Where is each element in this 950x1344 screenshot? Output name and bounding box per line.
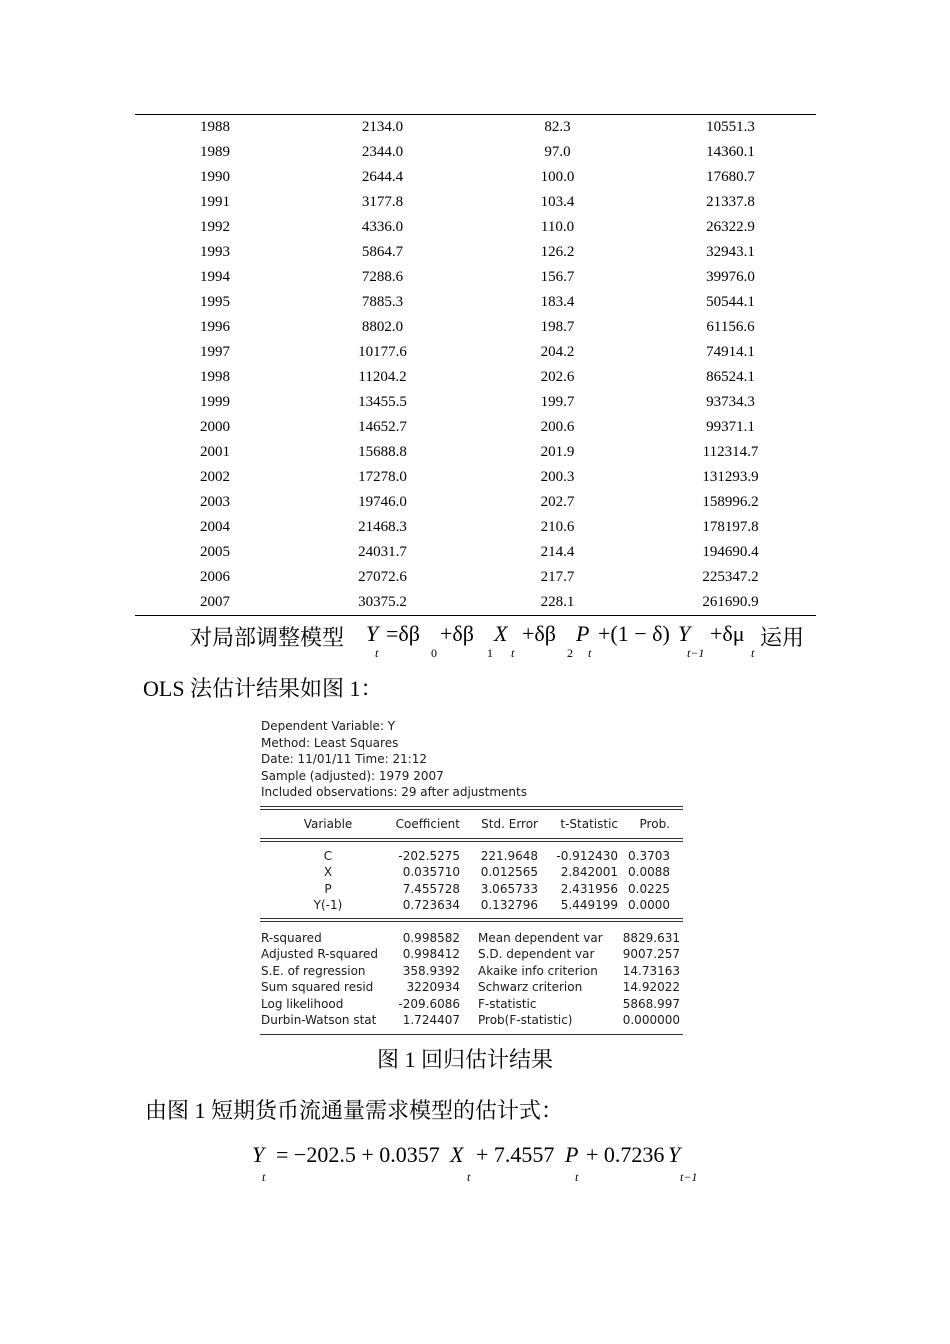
col3-cell: 201.9 bbox=[540, 444, 575, 460]
table-row bbox=[135, 490, 816, 515]
stat-label: S.E. of regression bbox=[261, 963, 366, 978]
formula-p: P bbox=[576, 621, 590, 646]
col3-cell: 228.1 bbox=[540, 594, 575, 610]
col4-cell: 39976.0 bbox=[706, 269, 755, 285]
statistic-row bbox=[258, 946, 684, 962]
col3-cell: 156.7 bbox=[540, 269, 575, 285]
year-cell: 1991 bbox=[200, 194, 230, 210]
year-cell: 1994 bbox=[200, 269, 230, 285]
year-cell: 2005 bbox=[200, 544, 230, 560]
stat-value: -209.6086 bbox=[398, 996, 460, 1011]
statistic-row bbox=[258, 1012, 684, 1028]
stat-label: Schwarz criterion bbox=[478, 980, 583, 995]
col2-cell: 30375.2 bbox=[358, 594, 407, 610]
header-line: Method: Least Squares bbox=[261, 735, 399, 750]
stat-label: Log likelihood bbox=[261, 996, 344, 1011]
model-formula-line bbox=[190, 616, 830, 666]
formula-plus2: +δβ bbox=[522, 621, 556, 646]
divider bbox=[260, 918, 683, 919]
coefficient-row bbox=[258, 864, 684, 880]
stat-label: Prob(F-statistic) bbox=[478, 1013, 573, 1027]
eq-body3: + 0.7236 bbox=[586, 1142, 665, 1167]
regression-header bbox=[258, 718, 684, 801]
col3-cell: 214.4 bbox=[540, 544, 575, 560]
year-cell: 1999 bbox=[200, 394, 230, 410]
stat-value: 358.9392 bbox=[402, 963, 460, 978]
col4-cell: 17680.7 bbox=[706, 169, 755, 185]
col3-cell: 103.4 bbox=[540, 194, 575, 210]
stat-label: Sum squared resid bbox=[261, 980, 374, 995]
data-table bbox=[135, 114, 816, 616]
header-line: Date: 11/01/11 Time: 21:12 bbox=[261, 752, 428, 766]
year-cell: 2006 bbox=[200, 569, 230, 585]
col3-cell: 110.0 bbox=[540, 219, 575, 235]
stat-label: R-squared bbox=[261, 931, 322, 945]
year-cell: 1995 bbox=[200, 294, 230, 310]
eq-sub-t: t bbox=[575, 1170, 579, 1184]
year-cell: 2000 bbox=[200, 419, 230, 435]
col2-cell: 7288.6 bbox=[361, 269, 404, 285]
divider bbox=[260, 841, 683, 842]
t-statistic-value: 2.431956 bbox=[560, 881, 618, 896]
stat-value: 3220934 bbox=[406, 980, 460, 995]
col2-cell: 2344.0 bbox=[361, 144, 404, 160]
stat-label: Akaike info criterion bbox=[478, 963, 598, 978]
col2-cell: 17278.0 bbox=[358, 469, 407, 485]
table-row bbox=[135, 365, 816, 390]
col3-cell: 200.3 bbox=[540, 469, 575, 485]
header-line: Included observations: 29 after adjustments bbox=[261, 785, 527, 799]
table-row bbox=[135, 540, 816, 565]
eq-y: Y bbox=[252, 1142, 265, 1167]
t-statistic-value: 2.842001 bbox=[560, 865, 618, 880]
year-cell: 2003 bbox=[200, 494, 230, 510]
estimated-equation bbox=[250, 1140, 710, 1190]
stat-label: Durbin-Watson stat bbox=[261, 1013, 377, 1027]
col3-cell: 200.6 bbox=[540, 419, 575, 435]
col3-cell: 97.0 bbox=[544, 144, 571, 160]
sub-t: t bbox=[375, 646, 379, 660]
col4-cell: 225347.2 bbox=[702, 569, 759, 585]
table-row bbox=[135, 165, 816, 190]
std-error-value: 0.012565 bbox=[480, 865, 538, 880]
sub-t: t bbox=[588, 646, 592, 660]
col3-cell: 82.3 bbox=[544, 119, 571, 135]
coefficient-value: 0.723634 bbox=[402, 897, 460, 912]
sub-t-minus-1: t−1 bbox=[687, 646, 705, 660]
col3-cell: 126.2 bbox=[540, 244, 575, 260]
stat-value: 14.92022 bbox=[622, 980, 680, 995]
column-header-row bbox=[258, 816, 684, 832]
col2-cell: 2644.4 bbox=[361, 169, 404, 185]
statistic-row bbox=[258, 996, 684, 1012]
sub-0: 0 bbox=[431, 646, 437, 660]
col2-cell: 5864.7 bbox=[361, 244, 404, 260]
col3-cell: 100.0 bbox=[540, 169, 575, 185]
col4-cell: 14360.1 bbox=[706, 144, 755, 160]
col4-cell: 50544.1 bbox=[706, 294, 755, 310]
year-cell: 1992 bbox=[200, 219, 230, 235]
std-error-value: 0.132796 bbox=[480, 897, 538, 912]
statistic-row bbox=[258, 930, 684, 946]
eq-y2: Y bbox=[668, 1142, 681, 1167]
year-cell: 2004 bbox=[200, 519, 230, 535]
stat-label: S.D. dependent var bbox=[478, 947, 595, 962]
coefficient-value: -202.5275 bbox=[398, 849, 460, 863]
table-row bbox=[135, 390, 816, 415]
year-cell: 1993 bbox=[200, 244, 230, 260]
divider bbox=[260, 838, 683, 839]
formula-plus1: +δβ bbox=[440, 621, 474, 646]
col4-cell: 21337.8 bbox=[706, 194, 755, 210]
stat-label: Adjusted R-squared bbox=[261, 947, 379, 962]
col3-cell: 198.7 bbox=[540, 319, 575, 335]
table-row bbox=[135, 415, 816, 440]
col2-cell: 13455.5 bbox=[358, 394, 407, 410]
header-line: Sample (adjusted): 1979 2007 bbox=[261, 768, 444, 783]
stat-value: 8829.631 bbox=[622, 931, 680, 945]
stat-label: F-statistic bbox=[478, 996, 537, 1011]
std-error-value: 3.065733 bbox=[480, 881, 538, 896]
col3-cell: 183.4 bbox=[540, 294, 575, 310]
col2-cell: 21468.3 bbox=[358, 519, 407, 535]
table-row bbox=[135, 290, 816, 315]
t-statistic-value: 5.449199 bbox=[560, 897, 618, 912]
col2-cell: 3177.8 bbox=[361, 194, 404, 210]
col4-cell: 26322.9 bbox=[706, 219, 755, 235]
col4-cell: 99371.1 bbox=[706, 419, 755, 435]
col3-cell: 210.6 bbox=[540, 519, 575, 535]
year-cell: 2007 bbox=[200, 594, 230, 610]
col3-cell: 217.7 bbox=[540, 569, 575, 585]
table-row bbox=[135, 465, 816, 490]
col4-cell: 74914.1 bbox=[706, 344, 755, 360]
col2-cell: 11204.2 bbox=[358, 369, 407, 385]
variable-name: C bbox=[323, 849, 333, 863]
variable-name: P bbox=[324, 881, 332, 896]
formula-y: Y bbox=[366, 621, 379, 646]
col2-cell: 4336.0 bbox=[361, 219, 404, 235]
divider bbox=[260, 809, 683, 810]
stat-value: 0.998412 bbox=[402, 947, 460, 962]
table-row bbox=[135, 340, 816, 365]
table-row bbox=[135, 190, 816, 215]
stat-label: Mean dependent var bbox=[478, 931, 603, 945]
table-row bbox=[135, 515, 816, 540]
ols-line: OLS 法估计结果如图 1： bbox=[143, 676, 383, 701]
statistic-row bbox=[258, 979, 684, 995]
year-cell: 1996 bbox=[200, 319, 230, 335]
year-cell: 1990 bbox=[200, 169, 230, 185]
table-row bbox=[135, 115, 816, 140]
table-row bbox=[135, 265, 816, 290]
col-coefficient: Coefficient bbox=[395, 817, 460, 831]
stat-value: 14.73163 bbox=[622, 963, 680, 978]
formula-x: X bbox=[494, 621, 508, 646]
col2-cell: 7885.3 bbox=[361, 294, 404, 310]
col4-cell: 61156.6 bbox=[706, 319, 755, 335]
table-row bbox=[135, 215, 816, 240]
stat-value: 0.000000 bbox=[622, 1013, 680, 1027]
col4-cell: 194690.4 bbox=[702, 544, 759, 560]
col4-cell: 32943.1 bbox=[706, 244, 755, 260]
stat-value: 0.998582 bbox=[402, 931, 460, 945]
eq-sub-t-minus-1: t−1 bbox=[680, 1170, 698, 1184]
col2-cell: 19746.0 bbox=[358, 494, 407, 510]
stat-value: 9007.257 bbox=[622, 947, 680, 962]
eq-sub-t: t bbox=[467, 1170, 471, 1184]
col-std-error: Std. Error bbox=[481, 817, 538, 831]
eq-body1: = −202.5 + 0.0357 bbox=[276, 1142, 440, 1167]
table-row bbox=[135, 565, 816, 590]
col4-cell: 178197.8 bbox=[702, 519, 759, 535]
col4-cell: 158996.2 bbox=[702, 494, 759, 510]
col3-cell: 202.6 bbox=[540, 369, 575, 385]
formula-plus3: +δμ bbox=[710, 621, 745, 646]
sub-1: 1 bbox=[487, 646, 493, 660]
variable-name: X bbox=[323, 865, 333, 880]
col2-cell: 2134.0 bbox=[361, 119, 404, 135]
prob-value: 0.0225 bbox=[628, 881, 670, 896]
table-row bbox=[135, 140, 816, 165]
col2-cell: 8802.0 bbox=[361, 319, 404, 335]
table-row bbox=[135, 440, 816, 465]
sub-2: 2 bbox=[567, 646, 573, 660]
col2-cell: 15688.8 bbox=[358, 444, 407, 460]
statistic-row bbox=[258, 963, 684, 979]
t-statistic-value: -0.912430 bbox=[556, 849, 618, 863]
result-line: 由图 1 短期货币流通量需求模型的估计式： bbox=[145, 1098, 564, 1123]
year-cell: 2002 bbox=[200, 469, 230, 485]
sub-t: t bbox=[511, 646, 515, 660]
col-prob: Prob. bbox=[639, 817, 670, 831]
col-t-statistic: t-Statistic bbox=[560, 817, 618, 831]
coefficient-row bbox=[258, 897, 684, 913]
col2-cell: 10177.6 bbox=[358, 344, 407, 360]
col4-cell: 112314.7 bbox=[702, 444, 759, 460]
eq-p: P bbox=[565, 1142, 579, 1167]
figure-caption: 图 1 回归估计结果 bbox=[377, 1047, 554, 1072]
formula-y2: Y bbox=[678, 621, 691, 646]
year-cell: 1998 bbox=[200, 369, 230, 385]
col4-cell: 86524.1 bbox=[706, 369, 755, 385]
year-cell: 1997 bbox=[200, 344, 230, 360]
col-variable: Variable bbox=[303, 817, 353, 831]
coefficient-row bbox=[258, 881, 684, 897]
header-line: Dependent Variable: Y bbox=[261, 719, 396, 733]
col4-cell: 261690.9 bbox=[702, 594, 759, 610]
col3-cell: 204.2 bbox=[540, 344, 575, 360]
divider bbox=[260, 806, 683, 807]
table-row bbox=[135, 240, 816, 265]
col2-cell: 27072.6 bbox=[358, 569, 407, 585]
formula-eq1: =δβ bbox=[386, 621, 420, 646]
model-suffix: 运用 bbox=[760, 625, 805, 650]
divider bbox=[260, 1034, 683, 1035]
std-error-value: 221.9648 bbox=[480, 849, 538, 863]
formula-middle: +(1 − δ) bbox=[598, 621, 670, 646]
divider bbox=[260, 921, 683, 922]
year-cell: 1988 bbox=[200, 119, 230, 135]
stat-value: 1.724407 bbox=[402, 1013, 460, 1027]
col2-cell: 14652.7 bbox=[358, 419, 407, 435]
col4-cell: 131293.9 bbox=[702, 469, 759, 485]
col3-cell: 202.7 bbox=[540, 494, 575, 510]
col4-cell: 10551.3 bbox=[706, 119, 755, 135]
col4-cell: 93734.3 bbox=[706, 394, 755, 410]
prob-value: 0.3703 bbox=[628, 849, 670, 863]
regression-output-image bbox=[258, 718, 684, 1040]
table-row bbox=[135, 590, 816, 615]
prob-value: 0.0088 bbox=[628, 865, 670, 880]
coefficient-row bbox=[258, 848, 684, 864]
eq-x: X bbox=[450, 1142, 464, 1167]
year-cell: 2001 bbox=[200, 444, 230, 460]
col2-cell: 24031.7 bbox=[358, 544, 407, 560]
stat-value: 5868.997 bbox=[622, 996, 680, 1011]
variable-name: Y(-1) bbox=[313, 897, 343, 912]
eq-sub-t: t bbox=[262, 1170, 266, 1184]
table-row bbox=[135, 315, 816, 340]
col3-cell: 199.7 bbox=[540, 394, 575, 410]
eq-body2: + 7.4557 bbox=[476, 1142, 555, 1167]
coefficient-value: 7.455728 bbox=[402, 881, 460, 896]
model-prefix: 对局部调整模型 bbox=[190, 625, 345, 650]
sub-t: t bbox=[751, 646, 755, 660]
year-cell: 1989 bbox=[200, 144, 230, 160]
prob-value: 0.0000 bbox=[628, 897, 670, 912]
coefficient-value: 0.035710 bbox=[402, 865, 460, 880]
